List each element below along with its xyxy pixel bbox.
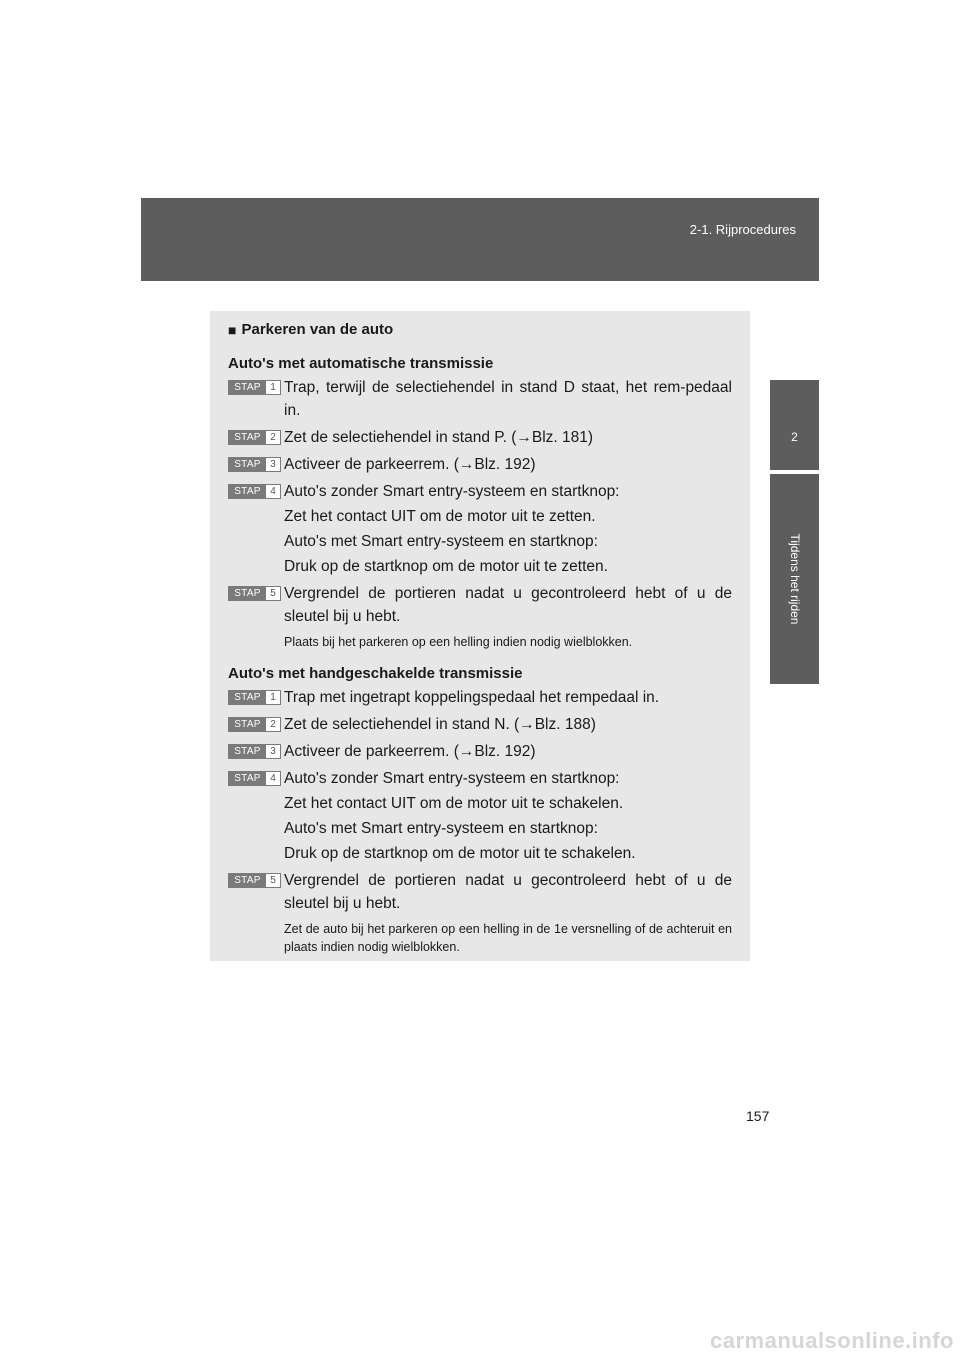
manual-steps-list <box>228 686 732 915</box>
step-badge <box>228 717 281 732</box>
step-text <box>284 453 732 476</box>
step-item <box>228 713 732 736</box>
automatic-steps-list <box>228 376 732 628</box>
step-text <box>284 869 732 915</box>
watermark-text: carmanualsonline.info <box>710 1328 954 1353</box>
step-badge <box>228 873 281 888</box>
step-line: Auto's zonder Smart entry-systeem en startknop: <box>284 770 620 787</box>
step-badge-number: 3 <box>266 458 280 471</box>
step-line: Zet de selectiehendel in stand N. (→Blz. 188) <box>284 716 596 733</box>
step-line: Zet het contact UIT om de motor uit te schakelen. <box>284 795 624 812</box>
step-badge <box>228 744 281 759</box>
step-text <box>284 582 732 628</box>
page-number: 157 <box>746 1108 770 1124</box>
step-line: Vergrendel de portieren nadat u gecontroleerd hebt of u de sleutel bij u hebt. <box>284 872 732 912</box>
step-badge-label: STAP <box>234 432 261 443</box>
step-item <box>228 686 732 709</box>
step-badge-label: STAP <box>234 382 261 393</box>
manual-note: Zet de auto bij het parkeren op een helling in de 1e versnelling of de achteruit en plaats indien nodig wielblokken. <box>284 922 732 954</box>
step-item <box>228 869 732 915</box>
chapter-tab <box>770 474 819 684</box>
step-item <box>228 480 732 578</box>
step-text <box>284 480 732 578</box>
step-line: Auto's zonder Smart entry-systeem en startknop: <box>284 483 620 500</box>
section-title <box>228 321 732 338</box>
step-line: Zet de selectiehendel in stand P. (→Blz. 181) <box>284 429 594 446</box>
step-item <box>228 582 732 628</box>
header-section-title: 2-1. Rijprocedures <box>689 222 796 237</box>
chapter-tab-number: 2 <box>770 380 819 470</box>
step-badge <box>228 771 281 786</box>
step-line: Zet het contact UIT om de motor uit te zetten. <box>284 508 596 525</box>
step-badge <box>228 484 281 499</box>
manual-transmission-heading: Auto's met handgeschakelde transmissie <box>228 665 523 682</box>
square-bullet-icon: ■ <box>228 321 237 338</box>
step-badge-label: STAP <box>234 486 261 497</box>
step-item <box>228 426 732 449</box>
step-badge-number: 2 <box>266 431 280 444</box>
step-item <box>228 767 732 865</box>
step-text <box>284 740 732 763</box>
step-badge-label: STAP <box>234 773 261 784</box>
step-badge-number: 5 <box>266 587 280 600</box>
step-badge <box>228 380 281 395</box>
step-badge <box>228 690 281 705</box>
step-line: Auto's met Smart entry-systeem en startknop: <box>284 820 598 837</box>
automatic-transmission-heading: Auto's met automatische transmissie <box>228 355 494 372</box>
step-badge-label: STAP <box>234 692 261 703</box>
header-bar <box>141 198 819 281</box>
step-item <box>228 740 732 763</box>
step-badge-number: 3 <box>266 745 280 758</box>
step-badge-number: 5 <box>266 874 280 887</box>
step-badge-label: STAP <box>234 719 261 730</box>
automatic-note: Plaats bij het parkeren op een helling indien nodig wielblokken. <box>284 635 633 649</box>
step-badge-label: STAP <box>234 875 261 886</box>
step-badge-number: 2 <box>266 718 280 731</box>
step-line: Trap met ingetrapt koppelingspedaal het rempedaal in. <box>284 689 660 706</box>
step-line: Activeer de parkeerrem. (→Blz. 192) <box>284 743 536 760</box>
step-text <box>284 376 732 422</box>
step-line: Vergrendel de portieren nadat u gecontroleerd hebt of u de sleutel bij u hebt. <box>284 585 732 625</box>
step-text <box>284 426 732 449</box>
chapter-tab-label: Tijdens het rijden <box>787 533 802 625</box>
step-badge <box>228 430 281 445</box>
step-line: Druk op de startknop om de motor uit te schakelen. <box>284 845 636 862</box>
step-text <box>284 713 732 736</box>
step-line: Trap, terwijl de selectiehendel in stand D staat, het rem-pedaal in. <box>284 379 732 419</box>
step-badge-number: 4 <box>266 485 280 498</box>
step-badge <box>228 586 281 601</box>
step-text <box>284 686 732 709</box>
step-badge-number: 1 <box>266 691 280 704</box>
step-badge-label: STAP <box>234 459 261 470</box>
step-item <box>228 453 732 476</box>
step-line: Activeer de parkeerrem. (→Blz. 192) <box>284 456 536 473</box>
step-line: Druk op de startknop om de motor uit te zetten. <box>284 558 608 575</box>
section-title-text: Parkeren van de auto <box>241 321 394 338</box>
parking-instructions-box <box>210 311 750 961</box>
step-badge <box>228 457 281 472</box>
step-text <box>284 767 732 865</box>
step-line: Auto's met Smart entry-systeem en startknop: <box>284 533 598 550</box>
step-badge-number: 1 <box>266 381 280 394</box>
step-badge-label: STAP <box>234 588 261 599</box>
step-badge-label: STAP <box>234 746 261 757</box>
step-badge-number: 4 <box>266 772 280 785</box>
step-item <box>228 376 732 422</box>
